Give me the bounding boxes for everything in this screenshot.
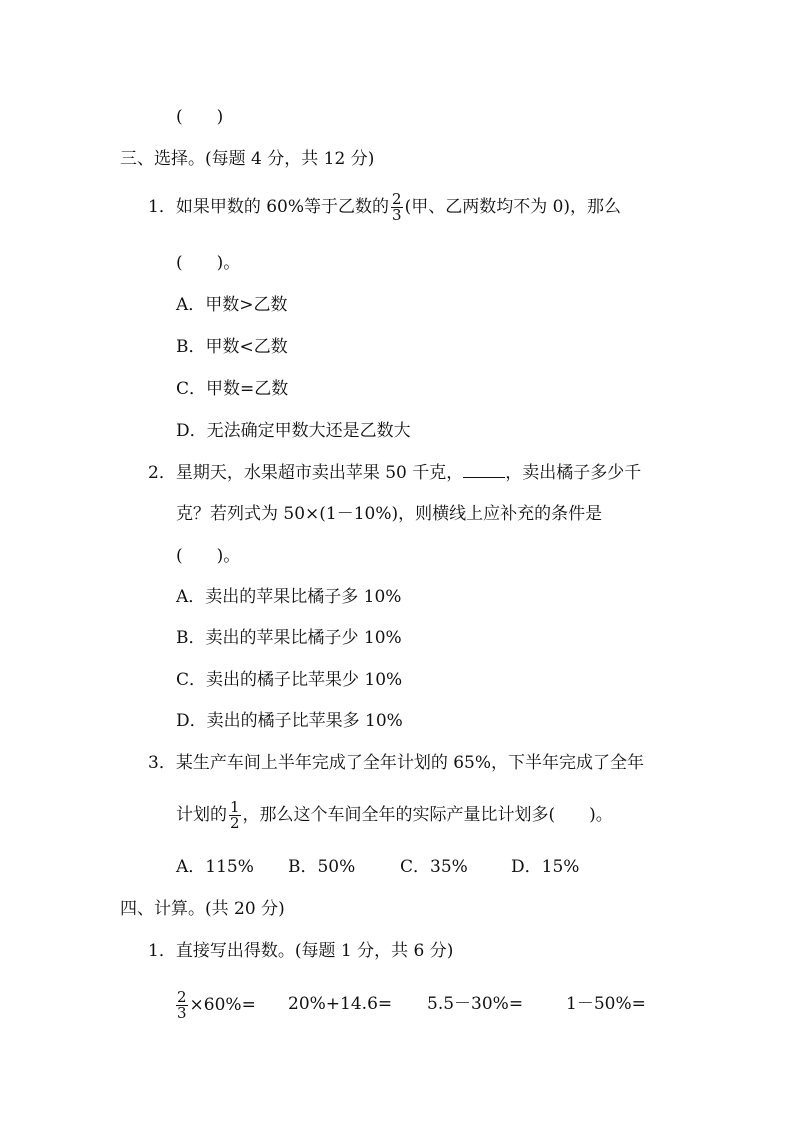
q3-frac-den: 2 xyxy=(230,814,240,832)
q3-option-d: D．15% xyxy=(511,857,580,877)
q2-option-a: A．卖出的苹果比橘子多 10% xyxy=(176,587,402,607)
q2-option-d: D．卖出的橘子比苹果多 10% xyxy=(176,711,403,731)
q1-text-after: (甲、乙两数均不为 0)，那么 xyxy=(404,197,622,217)
top-answer-paren: ( ) xyxy=(176,107,224,127)
q3-text-before: 计划的 xyxy=(176,805,227,825)
calc-sub1: 1．直接写出得数。(每题 1 分，共 6 分) xyxy=(148,941,454,961)
q3-frac-num: 1 xyxy=(230,798,240,816)
calc-item1-frac-num: 2 xyxy=(177,988,187,1006)
q1-frac-den: 3 xyxy=(392,206,402,224)
q2-option-c: C．卖出的橘子比苹果少 10% xyxy=(176,670,403,690)
q1-line1 xyxy=(148,192,621,223)
q1-option-c: C．甲数=乙数 xyxy=(176,379,289,399)
calc-item-2: 20%+14.6= xyxy=(288,994,393,1014)
q2-text-after: ，卖出橘子多少千 xyxy=(505,463,642,483)
q1-paren: ( )。 xyxy=(176,253,241,273)
q2-option-b: B．卖出的苹果比橘子少 10% xyxy=(176,628,402,648)
q1-fraction xyxy=(391,192,403,223)
q3-option-b: B．50% xyxy=(288,857,356,877)
q1-text-before: 1．如果甲数的 60%等于乙数的 xyxy=(148,197,390,217)
q1-frac-num: 2 xyxy=(392,190,402,208)
q2-paren: ( )。 xyxy=(176,546,241,566)
calc-item1-fraction xyxy=(176,990,188,1021)
calc-item-3: 5.5－30%= xyxy=(427,994,524,1014)
q3-line2 xyxy=(176,800,613,831)
calc-item1-frac-den: 3 xyxy=(177,1004,187,1022)
q3-line1: 3．某生产车间上半年完成了全年计划的 65%，下半年完成了全年 xyxy=(148,753,645,773)
q2-line1 xyxy=(148,461,641,484)
calc-item-1 xyxy=(174,990,256,1021)
calc-item-4: 1－50%= xyxy=(566,994,646,1014)
calc-item1-after: ×60%= xyxy=(189,995,256,1015)
q3-option-c: C．35% xyxy=(400,857,468,877)
section3-header: 三、选择。(每题 4 分，共 12 分) xyxy=(120,149,375,169)
q1-option-d: D．无法确定甲数大还是乙数大 xyxy=(176,421,411,441)
q1-option-b: B．甲数<乙数 xyxy=(176,337,288,357)
q2-fill-blank xyxy=(463,461,505,478)
q2-text-before: 2．星期天，水果超市卖出苹果 50 千克， xyxy=(148,463,464,483)
section4-header: 四、计算。(共 20 分) xyxy=(120,899,285,919)
q1-option-a: A．甲数>乙数 xyxy=(176,295,288,315)
q3-option-a: A．115% xyxy=(176,857,254,877)
q3-fraction xyxy=(229,800,241,831)
q3-text-after: ，那么这个车间全年的实际产量比计划多( )。 xyxy=(242,805,613,825)
q2-line2: 克？若列式为 50×(1－10%)，则横线上应补充的条件是 xyxy=(176,504,603,524)
